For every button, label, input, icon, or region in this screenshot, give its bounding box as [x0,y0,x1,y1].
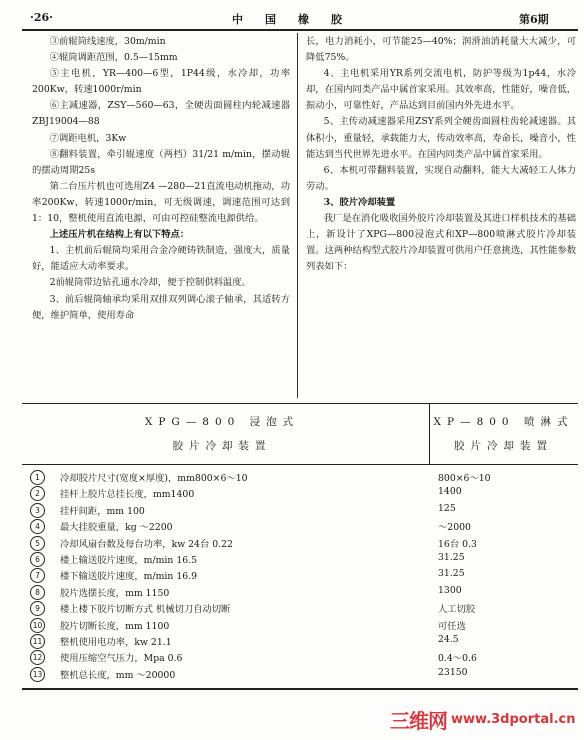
paragraph: ④辊筒调距范围，0.5—15mm [49,52,178,64]
table-row [22,617,578,633]
row-spec-xpg: 楼上输送胶片速度，m/min 16.5 [60,554,198,566]
row-number-badge: 1 [30,470,45,485]
spec-table [22,403,578,688]
table-row [22,584,578,600]
table-row [22,666,578,682]
row-number-badge: 12 [30,650,45,665]
page-number: ·26· [30,11,53,24]
paragraph: 4、主电机采用YR系列交流电机，防护等级为1p44，水冷却，在国内同类产品中属首家采用。其效率高，性能好，噪音低，振动小，可靠性好，产品达到目前国内外先进水平。 [306,68,576,112]
row-number-badge: 8 [30,585,45,600]
paragraph: 6、本机可带翻料装置，实现自动翻料，能大大减轻工人体力劳动。 [306,164,576,192]
row-spec-xpg: 楼上楼下胶片切断方式 机械切刀自动切断 [60,604,231,616]
header-xpg-desc: 胶片冷却装置 [172,440,272,452]
row-spec-xpg: 胶片选摆长度，mm 1150 [60,587,170,599]
journal-title: 中国橡胶 [232,13,364,26]
paragraph: 5、主传动减速器采用ZSY系列全硬齿面圆柱齿轮减速器。其体积小，重量轻，承载能力大，传动效率高，寿命长，噪音小，性能达到当代世界先进水平。在国内同类产品中属首家采用。 [306,116,576,160]
row-spec-xpg: 整机使用电功率，kw 21.1 [60,636,172,648]
row-number-badge: 11 [30,634,45,649]
paragraph: 第二台压片机也可选用Z4 —280—21直流电动机拖动，功率200Kw，转速1000r/min，可无级调速，调速范围可达到1：10，整机使用直流电源，可由可控硅整流电源供给。 [32,180,290,225]
row-spec-xpg: 挂杆上胶片总挂长度，mm1400 [60,489,195,501]
row-number-badge: 3 [30,503,45,518]
paragraph: 1、主机前后辊筒均采用合金冷硬铸铁制造，强度大，质量好，能适应大动率要求。 [32,245,290,273]
paragraph: ⑧翻料装置，牵引辊速度（两档）31/21 m/min，摆动辊的摆动周期25s [32,148,290,176]
row-spec-xp: 可任选 [438,620,466,632]
row-spec-xpg: 最大挂胶重量，kg ～2200 [60,522,173,534]
issue-number: 第6期 [519,13,549,26]
header-xp-model: XP—800 喷淋式 [433,416,574,428]
table-row [22,502,578,518]
row-number-badge: 5 [30,536,45,551]
table-row [22,551,578,567]
row-spec-xp: 0.4～0.6 [438,653,477,665]
row-spec-xp: 125 [438,502,456,514]
watermark-logo: 三维网 [390,708,447,733]
row-number-badge: 7 [30,568,45,583]
row-spec-xp: 1300 [438,584,462,596]
row-number-badge: 2 [30,486,45,501]
row-spec-xpg: 楼下输送胶片速度，m/min 16.9 [60,571,198,583]
row-number-badge: 6 [30,552,45,567]
row-spec-xp: 24.5 [438,633,459,645]
paragraph: 2前辊筒带边钻孔通水冷却，便于控制供料温度。 [49,277,251,289]
paragraph: 3、胶片冷却装置 [323,196,396,208]
table-body [22,469,578,682]
paragraph: 我厂是在消化吸收国外胶片冷却装置及其进口样机技术的基础上，新设计了XPG—800浸泡式和XP—800喷淋式胶片冷却装置。这两种结构型式胶片冷却装置可供用户任意挑选，其性能参数列表如下： [306,213,576,273]
row-spec-xp: ～2000 [438,522,471,534]
table-row [22,649,578,665]
page-header [0,0,584,30]
row-spec-xp: 31.25 [438,551,465,563]
table-row [22,600,578,616]
header-xp-desc: 胶片冷却装置 [454,440,553,452]
paragraph: ⑦调距电机，3Kw [49,132,127,144]
paragraph: 上述压片机在结构上有以下特点： [49,229,190,241]
row-spec-xpg: 胶片切断长度，mm 1100 [60,620,170,632]
right-column [306,34,576,275]
column-divider [297,33,298,398]
table-row [22,518,578,534]
row-spec-xp: 800×6～10 [438,473,491,484]
table-bottom-rule [22,688,578,690]
row-spec-xpg: 冷却胶片尺寸(宽度×厚度)，mm800×6～10 [60,473,248,484]
table-row [22,567,578,583]
watermark [390,706,580,732]
table-row [22,535,578,551]
row-spec-xp: 31.25 [438,568,465,580]
paragraph: 长，电力消耗小，可节能25—40%；润滑油消耗量大大减少，可降低75%。 [306,36,576,64]
table-row [22,633,578,649]
row-spec-xpg: 整机总长度，mm ～20000 [60,669,176,681]
row-spec-xpg: 冷却风扇台数及每台功率，kw 24台 0.22 [60,538,233,550]
row-number-badge: 9 [30,601,45,616]
row-number-badge: 13 [30,667,45,682]
table-row [22,469,578,485]
header-rule [22,29,578,31]
row-spec-xp: 16台 0.3 [438,538,477,550]
header-xpg-model: XPG—800 浸泡式 [144,416,300,428]
table-header [22,403,578,465]
watermark-url: www.3dportal.cn [451,711,576,727]
row-spec-xp: 23150 [438,666,468,678]
row-spec-xp: 人工切胶 [438,604,476,616]
row-number-badge: 10 [30,618,45,633]
paragraph: ⑤主电机，YR—400—6型，1P44级，水冷却，功率200Kw，转速1000r/min [32,68,290,96]
row-number-badge: 4 [30,519,45,534]
left-column [32,34,290,324]
row-spec-xp: 1400 [438,486,462,498]
paragraph: 3、前后辊筒轴承均采用双排双列调心滚子轴承，其适转方便，维护简单，使用寿命 [32,293,290,321]
table-row [22,485,578,501]
row-spec-xpg: 使用压缩空气压力，Mpa 0.6 [60,653,183,665]
row-spec-xpg: 挂杆间距，mm 100 [60,505,145,517]
paragraph: ⑥主减速器，ZSY—560—63，全硬齿面圆柱内轮减速器ZBJ19004—88 [32,100,290,128]
paragraph: ③前辊筒线速度，30m/min [49,36,166,47]
